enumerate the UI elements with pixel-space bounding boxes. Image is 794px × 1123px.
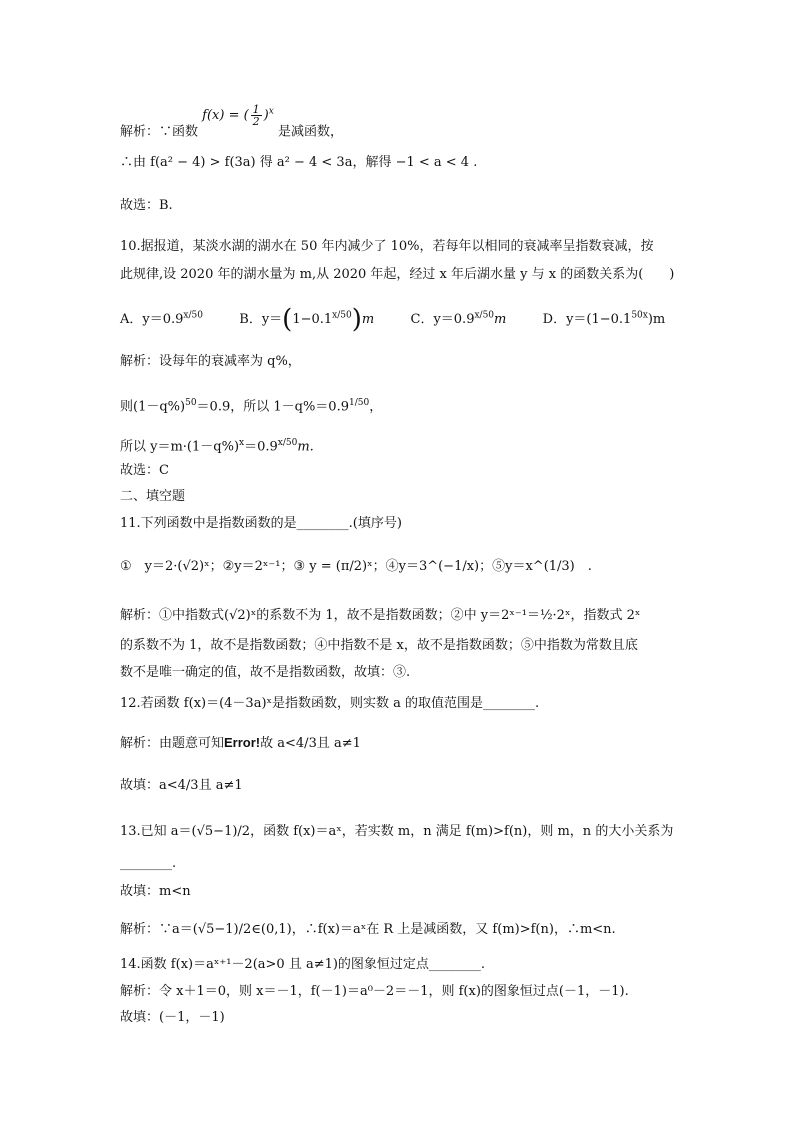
question-13-line-1: 13.已知 a＝(√5−1)/2，函数 f(x)＝aˣ，若实数 m，n 满足 f(m)>f(n)，则 m，n 的大小关系为 (120, 824, 674, 839)
option-b: B．$y=(1-0.1^{x/50})m$ (239, 304, 375, 335)
solution-9-line-2: ∴由 f(a² − 4) > f(3a) 得 a² − 4 < 3a，解得 −1 < a < 4 . (120, 155, 478, 170)
answer-9: 故选：B. (120, 198, 173, 213)
question-11-options: ① y＝2·(√2)ˣ；②y＝2ˣ⁻¹；③ y = (π/2)ˣ；④y＝3^(−1/x)；⑤y＝x^(1/3) . (120, 559, 592, 574)
option-d-text: D．y＝(1−0.1 (542, 312, 632, 328)
function-name: f(x) = ( (202, 108, 249, 124)
solution-12 (120, 733, 361, 754)
solution-10-exponent-4: x/50 (277, 438, 298, 448)
solution-10-line-2-post: ， (369, 399, 383, 415)
option-d-suffix: )m (647, 312, 666, 328)
option-d-exponent: 50x (631, 311, 648, 321)
solution-10-line-2-pre: 则(1－q%) (120, 399, 186, 415)
option-a (120, 312, 203, 327)
option-c-exponent: x/50 (474, 311, 495, 321)
option-b-exponent: x/50 (332, 311, 352, 321)
option-d (543, 312, 666, 327)
solution-10-line-3-mid: ＝0.9 (244, 439, 278, 455)
fraction-one-half (251, 104, 262, 127)
solution-11-line-2: 的系数不为 1，故不是指数函数；④中指数不是 x，故不是指数函数；⑤中指数为常数且底 (120, 638, 638, 653)
solution-10-line-3-pre: 所以 y＝m·(1－q%) (120, 439, 240, 455)
option-c (411, 312, 507, 327)
solution-9-line-1 (120, 103, 343, 143)
error-marker: Error! (224, 735, 261, 750)
question-12: 12.若函数 f(x)＝(4－3a)ˣ是指数函数，则实数 a 的取值范围是________. (120, 696, 540, 711)
solution-10-line-2-mid: ＝0.9，所以 1－q%＝0.9 (196, 399, 349, 415)
answer-12: 故填：a<4/3且 a≠1 (120, 778, 243, 793)
solution-10-line-1: 解析：设每年的衰减率为 q%， (120, 354, 301, 369)
question-10-line-2: 此规律,设 2020 年的湖水量为 m,从 2020 年起，经过 x 年后湖水量 y 与 x 的函数关系为( ) (120, 267, 675, 282)
question-11: 11.下列函数中是指数函数的是________.(填序号) (120, 516, 402, 531)
option-c-text: C．y＝0.9 (410, 312, 475, 328)
option-b-prefix: B．y＝ (239, 312, 283, 328)
solution-9-suffix: 是减函数， (277, 124, 343, 140)
solution-12-pre: 解析：由题意可知 (120, 736, 225, 751)
fraction-denominator: 2 (252, 115, 260, 129)
question-13-line-2: ________. (120, 856, 177, 871)
option-a-text: A．y＝0.9 (120, 312, 184, 328)
fraction-numerator: 1 (252, 103, 260, 117)
solution-10-exponent-2: 1/50 (348, 398, 370, 408)
solution-14: 解析：令 x＋1＝0，则 x＝－1，f(－1)＝a⁰－2＝－1，则 f(x)的图象恒过点(－1，－1). (120, 984, 629, 999)
option-b-suffix: m (361, 312, 375, 328)
answer-10: 故选：C (120, 463, 169, 478)
option-b-inner: 1−0.1 (292, 312, 333, 328)
question-14: 14.函数 f(x)＝aˣ⁺¹－2(a>0 且 a≠1)的图象恒过定点________. (120, 957, 486, 972)
solution-9-prefix: 解析：∵函数 (120, 124, 199, 140)
question-10-line-1: 10.据报道，某淡水湖的湖水在 50 年内减少了 10%，若每年以相同的衰减率呈指数衰减，按 (120, 239, 654, 254)
solution-10-exponent-1: 50 (185, 398, 197, 408)
solution-11-line-1: 解析：①中指数式(√2)ˣ的系数不为 1，故不是指数函数；②中 y＝2ˣ⁻¹＝½·2ˣ，指数式 2ˣ (120, 608, 641, 623)
exponent: x (268, 107, 274, 117)
answer-14: 故填：(－1，－1) (120, 1010, 225, 1025)
solution-13: 解析：∵a＝(√5−1)/2∈(0,1)，∴f(x)＝aˣ在 R 上是减函数，又 f(m)>f(n)，∴m<n. (120, 922, 616, 937)
solution-10-exponent-3: x (239, 438, 245, 448)
solution-11-line-3: 数不是唯一确定的值，故不是指数函数，故填：③. (120, 665, 411, 680)
question-10-options (120, 304, 666, 335)
solution-12-post: 故 a<4/3且 a≠1 (260, 736, 361, 751)
solution-10-line-3-post: m. (297, 439, 314, 455)
solution-10-line-3 (120, 433, 314, 457)
section-heading: 二、填空题 (120, 489, 186, 504)
option-c-suffix: m (494, 312, 507, 328)
function-expression: f(x) = ( $\frac{1}{2}$ )$^x$ (202, 103, 274, 129)
solution-10-line-2 (120, 393, 382, 417)
answer-13: 故填：m<n (120, 884, 191, 899)
option-a-exponent: x/50 (183, 311, 203, 321)
